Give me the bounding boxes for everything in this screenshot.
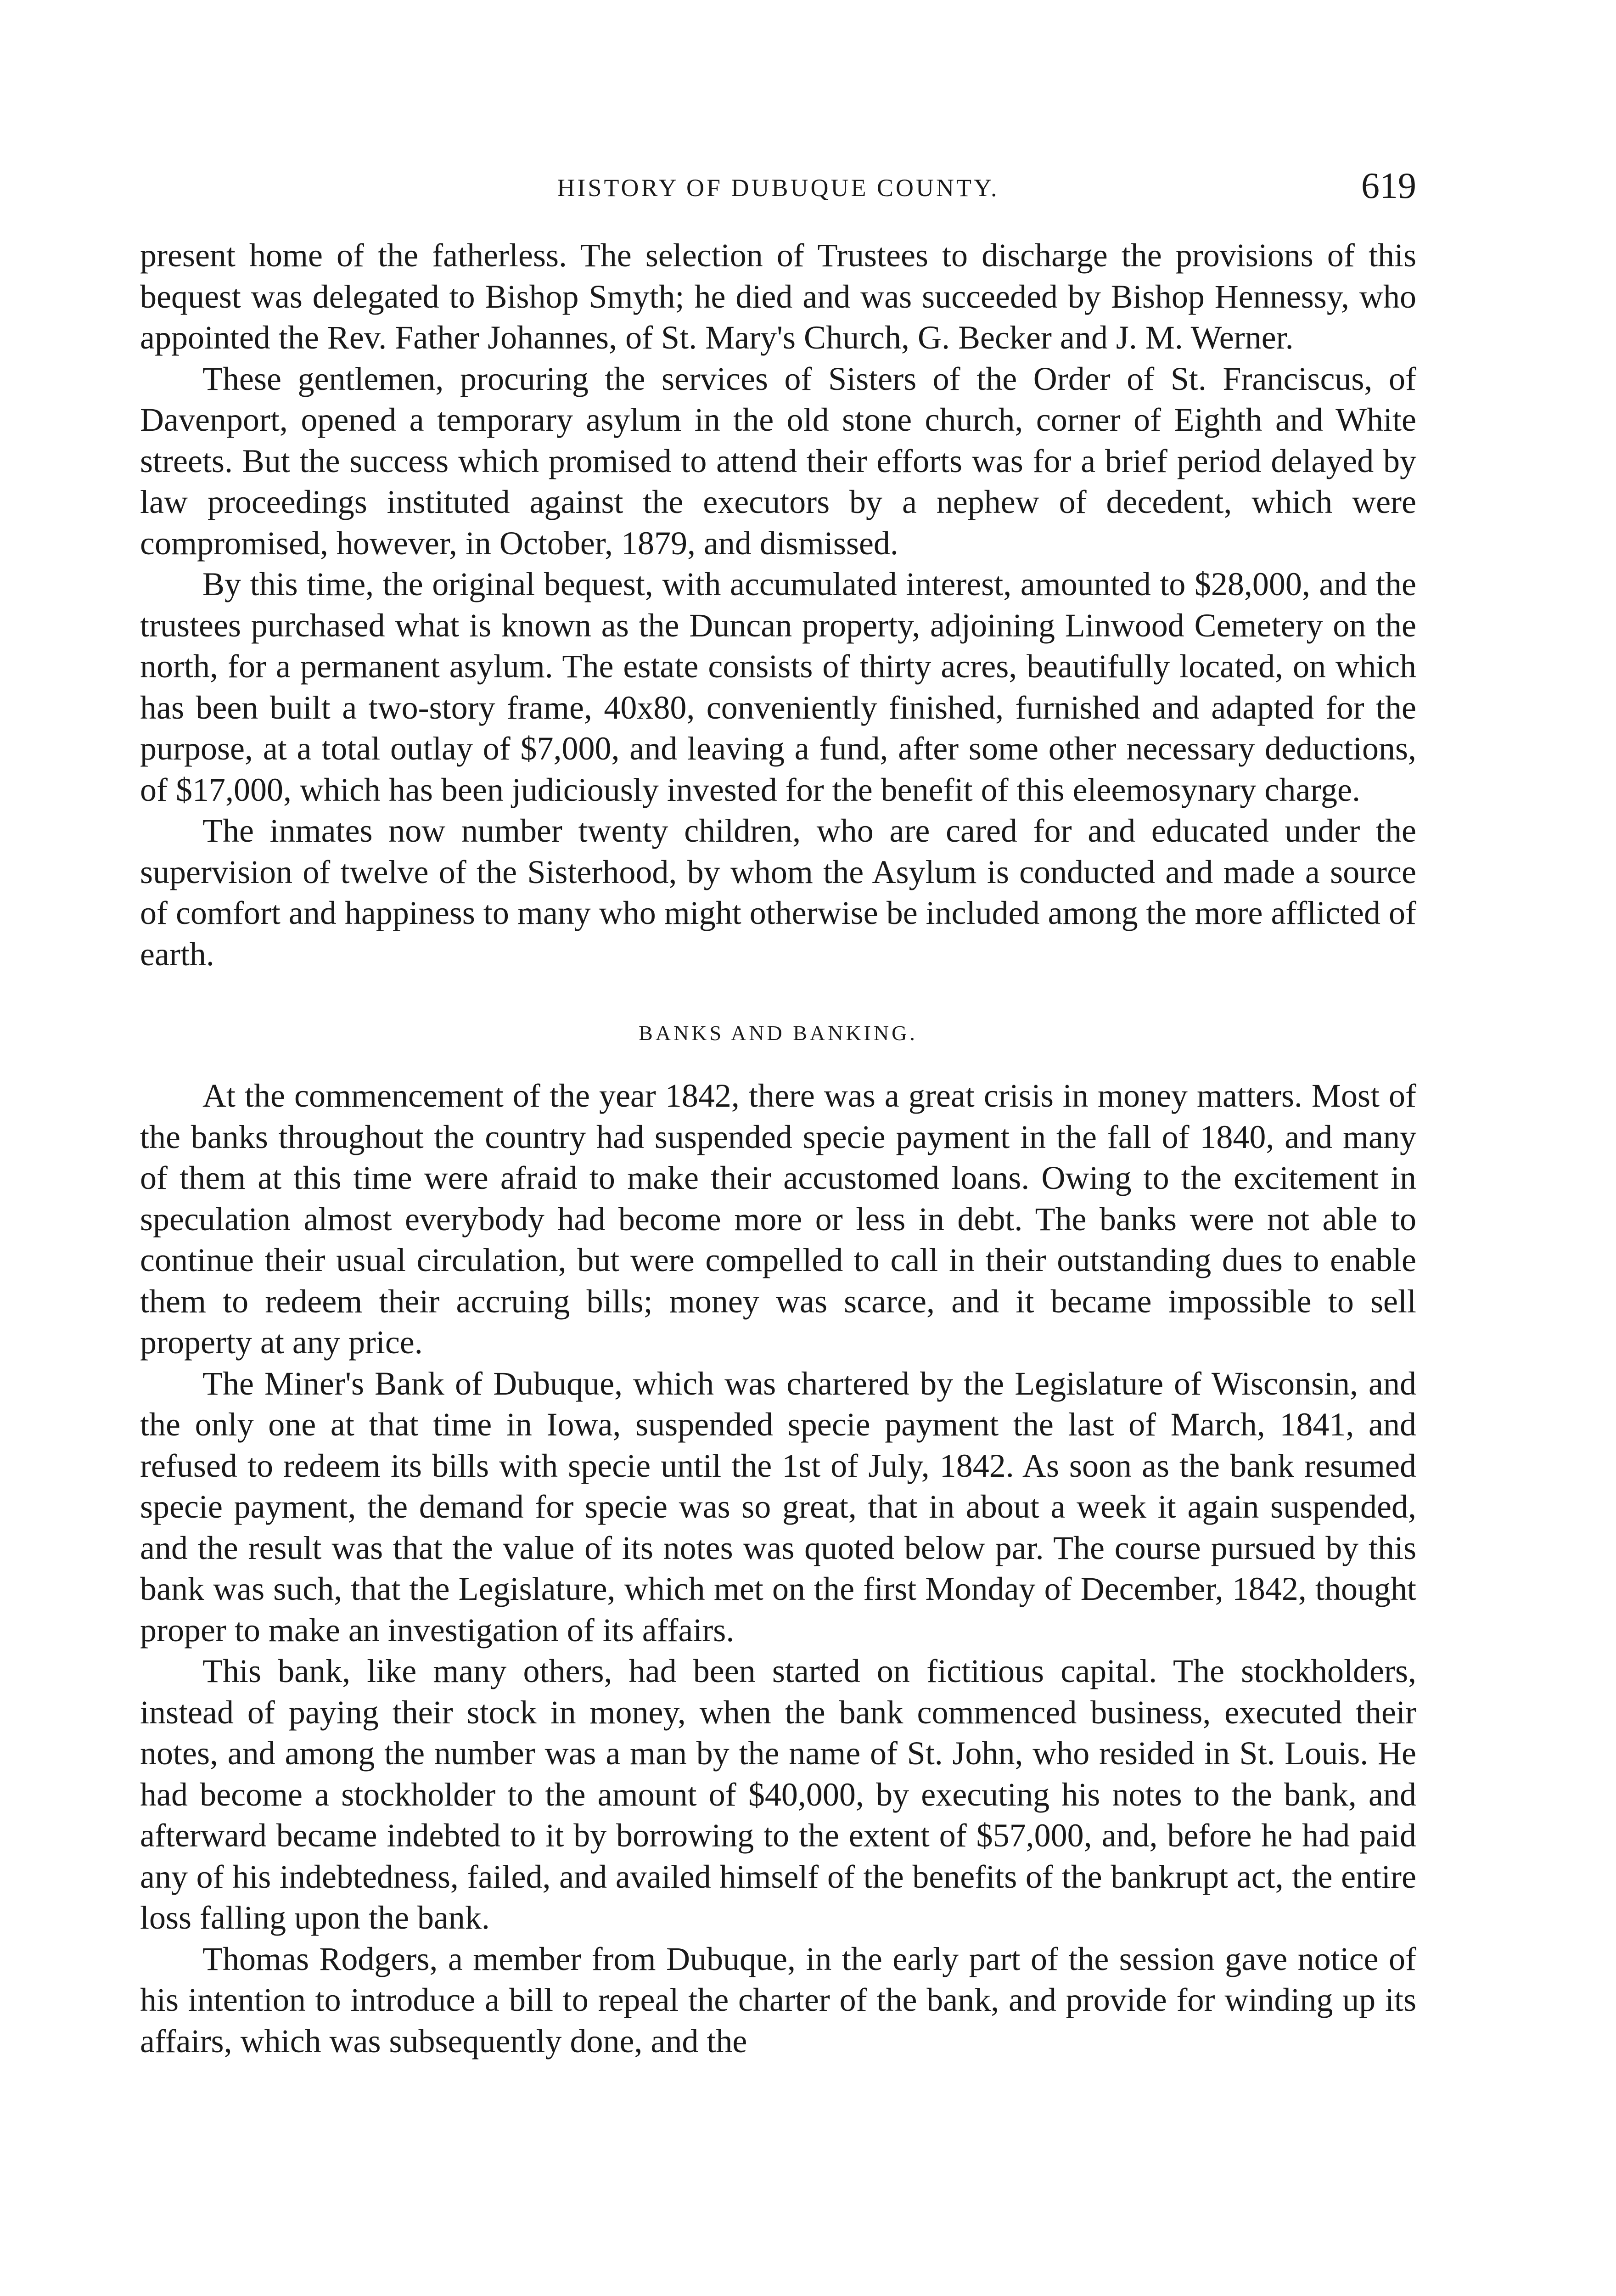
- paragraph: This bank, like many others, had been started on fictitious capital. The stockholders, instead of paying their stock in money, when the bank commenced business, executed their notes, and among the number was a man by the name of St. John, who resided in St. Louis. He had become a stockholder to the amount of $40,000, by executing his notes to the bank, and afterward became indebted to it by borrowing to the extent of $57,000, and, before he had paid any of his indebtedness, failed, and availed himself of the benefits of the bankrupt act, the entire loss falling upon the bank.: [140, 1653, 1416, 1936]
- book-page: [140, 165, 1416, 2062]
- running-header: [140, 165, 1416, 207]
- paragraph: By this time, the original bequest, with accumulated interest, amounted to $28,000, and the trustees purchased what is known as the Duncan property, adjoining Linwood Cemetery on the north, for a permanent asylum. The estate consists of thirty acres, beautifully located, on which has been built a two-story frame, 40x80, conveniently finished, furnished and adapted for the purpose, at a total outlay of $7,000, and leaving a fund, after some other necessary deductions, of $17,000, which has been judiciously invested for the benefit of this eleemosynary charge.: [140, 566, 1416, 808]
- paragraph: These gentlemen, procuring the services of Sisters of the Order of St. Franciscus, of Davenport, opened a temporary asylum in the old stone church, corner of Eighth and White streets. But the success which promised to attend their efforts was for a brief period delayed by law proceedings instituted against the executors by a nephew of decedent, which were compromised, however, in October, 1879, and dismissed.: [140, 360, 1416, 562]
- paragraph: present home of the fatherless. The selection of Trustees to discharge the provisions of this bequest was delegated to Bishop Smyth; he died and was succeeded by Bishop Hennessy, who appointed the Rev. Father Johannes, of St. Mary's Church, G. Becker and J. M. Werner.: [140, 237, 1416, 356]
- paragraph: The inmates now number twenty children, who are cared for and educated under the supervision of twelve of the Sisterhood, by whom the Asylum is conducted and made a source of comfort and happiness to many who might otherwise be included among the more afflicted of earth.: [140, 812, 1416, 973]
- page-number: 619: [1361, 166, 1416, 206]
- paragraph: Thomas Rodgers, a member from Dubuque, in the early part of the session gave notice of his intention to introduce a bill to repeal the charter of the bank, and provide for winding up its affairs, which was subsequently done, and the: [140, 1940, 1416, 2060]
- paragraph: The Miner's Bank of Dubuque, which was chartered by the Legislature of Wisconsin, and the only one at that time in Iowa, suspended specie payment the last of March, 1841, and refused to redeem its bills with specie until the 1st of July, 1842. As soon as the bank resumed specie payment, the demand for specie was so great, that in about a week it again suspended, and the result was that the value of its notes was quoted below par. The course pursued by this bank was such, that the Legislature, which met on the first Monday of December, 1842, thought proper to make an investigation of its affairs.: [140, 1365, 1416, 1649]
- paragraph: At the commencement of the year 1842, there was a great crisis in money matters. Most of the banks throughout the country had suspended specie payment in the fall of 1840, and many of them at this time were afraid to make their accustomed loans. Owing to the excitement in speculation almost everybody had become more or less in debt. The banks were not able to continue their usual circulation, but were compelled to call in their outstanding dues to enable them to redeem their accruing bills; money was scarce, and it became impossible to sell property at any price.: [140, 1077, 1416, 1361]
- section-heading: BANKS AND BANKING.: [639, 1021, 918, 1045]
- running-title: HISTORY OF DUBUQUE COUNTY.: [557, 174, 999, 202]
